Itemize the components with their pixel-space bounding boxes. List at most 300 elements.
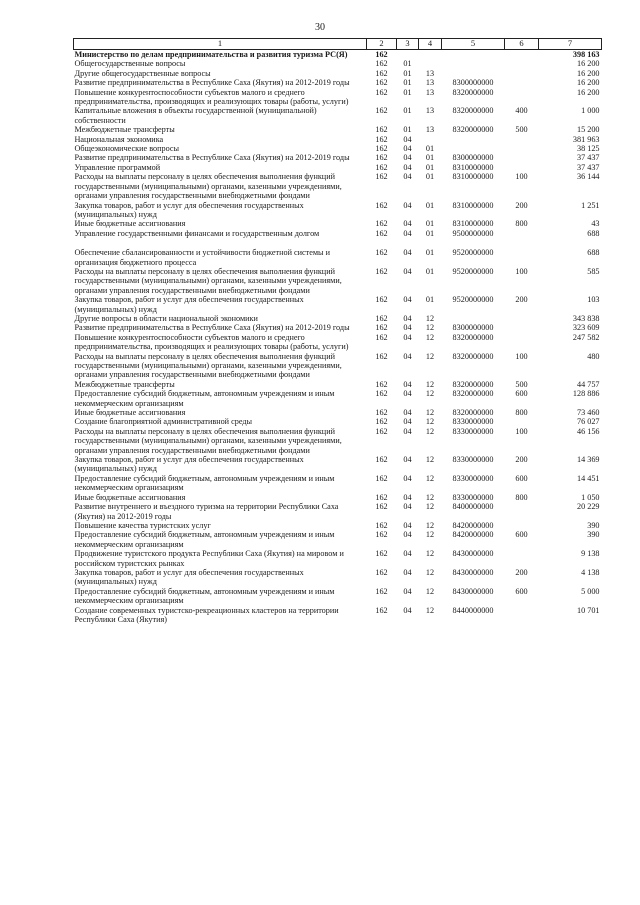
- row-subsection: 12: [425, 426, 435, 436]
- row-expense-type: [505, 153, 539, 162]
- row-expense-type: 100: [515, 351, 528, 361]
- row-section: 01: [403, 125, 412, 135]
- row-amount: 9 138: [581, 549, 600, 559]
- table-row: [74, 408, 602, 417]
- table-row: [74, 135, 602, 144]
- row-ministry-code: 162: [375, 408, 388, 418]
- row-ministry-code: 162: [375, 248, 388, 258]
- row-expense-type: [505, 59, 539, 68]
- table-row: [74, 153, 602, 162]
- row-name: Обеспечение сбалансированности и устойчивости бюджетной системы и организация бюджетного процесса: [74, 248, 330, 267]
- row-section: 04: [403, 520, 412, 530]
- row-subsection: [419, 50, 442, 60]
- row-target-article: 8320000000: [452, 106, 494, 116]
- table-row: [74, 267, 602, 295]
- table-row: [74, 59, 602, 68]
- row-name: Продвижение туристского продукта Республики Саха (Якутия) на мировом и российском туристских рынках: [74, 549, 344, 568]
- row-expense-type: [505, 333, 539, 352]
- table-row: [74, 502, 602, 521]
- row-target-article: 8420000000: [452, 520, 494, 530]
- row-section: 01: [403, 68, 412, 78]
- header-col-3: 3: [397, 39, 419, 50]
- row-name: Управление программой: [74, 162, 161, 172]
- row-name: Иные бюджетные ассигнования: [74, 219, 186, 229]
- row-subsection: 01: [425, 144, 435, 154]
- row-target-article: 8320000000: [452, 379, 494, 389]
- row-target-article: 8330000000: [452, 426, 494, 436]
- row-section: 01: [403, 87, 412, 97]
- row-target-article: [442, 314, 505, 323]
- row-amount: 16 200: [576, 78, 600, 88]
- row-amount: 16 200: [576, 87, 600, 97]
- row-section: 04: [403, 351, 412, 361]
- row-subsection: 13: [425, 87, 435, 97]
- row-amount: 16 200: [576, 59, 600, 69]
- row-section: 04: [403, 266, 412, 276]
- row-name: Повышение конкурентоспособности субъектов малого и среднего предпринимательства, производящих и реализующих товары (работы, услуги): [74, 87, 349, 107]
- row-target-article: 8310000000: [452, 162, 494, 172]
- table-row: [74, 219, 602, 228]
- table-row: [74, 352, 602, 380]
- row-subsection: 01: [425, 248, 435, 258]
- row-amount: 43: [591, 219, 600, 229]
- row-ministry-code: 162: [375, 323, 388, 333]
- table-row: [74, 323, 602, 332]
- row-ministry-code: 162: [375, 520, 388, 530]
- row-expense-type: 800: [515, 492, 528, 502]
- row-subsection: 12: [425, 455, 435, 465]
- row-subsection: 01: [425, 219, 435, 229]
- row-name: Другие вопросы в области национальной экономики: [74, 313, 258, 323]
- row-name: Предоставление субсидий бюджетным, автономным учреждениям и иным некоммерческим организациям: [74, 530, 335, 549]
- table-row: [74, 106, 602, 125]
- row-expense-type: [505, 502, 539, 521]
- row-amount: 128 886: [572, 389, 600, 399]
- row-ministry-code: 162: [375, 219, 388, 229]
- row-subsection: 01: [425, 153, 435, 163]
- row-amount: 37 437: [576, 162, 600, 172]
- row-expense-type: 500: [515, 379, 528, 389]
- row-section: 04: [403, 455, 412, 465]
- row-ministry-code: 162: [375, 455, 388, 465]
- table-row: [74, 474, 602, 493]
- row-expense-type: 200: [515, 455, 528, 465]
- row-subsection: 01: [425, 172, 435, 182]
- row-expense-type: 600: [515, 586, 528, 596]
- row-target-article: 9520000000: [452, 248, 494, 258]
- row-target-article: 8310000000: [452, 219, 494, 229]
- header-col-7: 7: [539, 39, 602, 50]
- row-expense-type: 200: [515, 295, 528, 305]
- row-name: Закупка товаров, работ и услуг для обеспечения государственных (муниципальных) нужд: [74, 455, 304, 474]
- row-name: Министерство по делам предпринимательства и развития туризма РС(Я): [74, 50, 348, 59]
- row-name: Другие общегосударственные вопросы: [74, 68, 211, 78]
- row-target-article: [442, 59, 505, 68]
- row-amount: 381 963: [572, 134, 600, 144]
- row-name: Расходы на выплаты персоналу в целях обеспечения выполнения функций государственными (муниципальными) органами, казенными учреждениями, органами управления государственными внебюджетными фондами: [74, 351, 342, 380]
- row-amount: 398 163: [572, 50, 600, 59]
- row-ministry-code: 162: [375, 502, 388, 512]
- row-name: Повышение конкурентоспособности субъектов малого и среднего предпринимательства, производящих и реализующих товары (работы, услуги): [74, 332, 349, 352]
- row-target-article: 9520000000: [452, 295, 494, 305]
- row-expense-type: 600: [515, 473, 528, 483]
- row-ministry-code: 162: [375, 426, 388, 436]
- table-row: [74, 201, 602, 220]
- row-name: Иные бюджетные ассигнования: [74, 492, 186, 502]
- row-amount: 37 437: [576, 153, 600, 163]
- row-subsection: 12: [425, 502, 435, 512]
- row-section: 04: [403, 248, 412, 258]
- table-row: [74, 549, 602, 568]
- row-target-article: [442, 69, 505, 78]
- row-target-article: 9500000000: [452, 228, 494, 238]
- table-row: [74, 78, 602, 87]
- row-expense-type: 100: [515, 426, 528, 436]
- table-row: [74, 380, 602, 389]
- table-row: [74, 163, 602, 172]
- table-row: [74, 493, 602, 502]
- table-row: [74, 172, 602, 200]
- table-row: [74, 125, 602, 134]
- row-subsection: 12: [425, 605, 435, 615]
- row-section: 04: [403, 379, 412, 389]
- row-ministry-code: 162: [375, 295, 388, 305]
- row-name: Предоставление субсидий бюджетным, автономным учреждениям и иным некоммерческим организациям: [74, 586, 335, 606]
- row-subsection: 12: [425, 530, 435, 540]
- row-ministry-code: 162: [375, 586, 388, 596]
- row-section: 04: [403, 134, 412, 144]
- row-name: Создание благоприятной административной среды: [74, 417, 253, 427]
- row-expense-type: 800: [515, 219, 528, 229]
- row-ministry-code: 162: [375, 266, 388, 276]
- row-target-article: 8420000000: [452, 530, 494, 540]
- row-subsection: 12: [425, 492, 435, 502]
- row-section: 04: [403, 313, 412, 323]
- table-row: [74, 427, 602, 455]
- row-target-article: [442, 50, 505, 60]
- row-subsection: 13: [425, 106, 435, 116]
- row-target-article: 8320000000: [452, 351, 494, 361]
- row-name: Предоставление субсидий бюджетным, автономным учреждениям и иным некоммерческим организациям: [74, 389, 335, 408]
- table-row: [74, 568, 602, 587]
- table-row: [74, 417, 602, 426]
- row-ministry-code: 162: [375, 162, 388, 172]
- row-expense-type: 400: [515, 106, 528, 116]
- row-section: 04: [403, 153, 412, 163]
- row-target-article: 8430000000: [452, 549, 494, 559]
- row-section: 04: [403, 219, 412, 229]
- row-section: 04: [403, 549, 412, 559]
- row-section: 01: [403, 106, 412, 116]
- row-name: Развитие предпринимательства в Республике Саха (Якутия) на 2012-2019 годы: [74, 153, 350, 163]
- row-section: 04: [403, 492, 412, 502]
- row-amount: 1 000: [581, 106, 600, 116]
- row-ministry-code: 162: [375, 134, 388, 144]
- table-row: [74, 389, 602, 408]
- row-subsection: 12: [425, 351, 435, 361]
- row-name: Закупка товаров, работ и услуг для обеспечения государственных (муниципальных) нужд: [74, 295, 304, 314]
- row-expense-type: [505, 78, 539, 87]
- row-section: 04: [403, 332, 412, 342]
- row-ministry-code: 162: [375, 530, 388, 540]
- table-body: [74, 50, 602, 625]
- row-amount: 585: [587, 266, 600, 276]
- row-expense-type: 200: [515, 200, 528, 210]
- row-expense-type: 100: [515, 266, 528, 276]
- row-amount: 76 027: [576, 417, 600, 427]
- row-name: Общегосударственные вопросы: [74, 59, 186, 69]
- row-amount: 1 050: [581, 492, 600, 502]
- row-expense-type: [505, 248, 539, 267]
- row-name: Межбюджетные трансферты: [74, 125, 175, 135]
- header-col-6: 6: [505, 39, 539, 50]
- table-row: [74, 50, 602, 60]
- row-target-article: 8300000000: [452, 153, 494, 163]
- header-col-2: 2: [367, 39, 397, 50]
- row-target-article: 9520000000: [452, 266, 494, 276]
- row-subsection: 01: [425, 228, 435, 238]
- row-section: 04: [403, 172, 412, 182]
- row-amount: 38 125: [576, 144, 600, 154]
- row-amount: 36 144: [576, 172, 600, 182]
- row-expense-type: 800: [515, 408, 528, 418]
- row-ministry-code: 162: [375, 351, 388, 361]
- row-expense-type: [505, 229, 539, 248]
- row-expense-type: [505, 549, 539, 568]
- row-target-article: 8430000000: [452, 567, 494, 577]
- row-subsection: 01: [425, 295, 435, 305]
- row-target-article: [442, 144, 505, 153]
- row-expense-type: 200: [515, 567, 528, 577]
- row-expense-type: 500: [515, 125, 528, 135]
- table-row: [74, 88, 602, 107]
- table-row: [74, 314, 602, 323]
- row-subsection: 12: [425, 520, 435, 530]
- row-amount: 73 460: [576, 408, 600, 418]
- header-col-5: 5: [442, 39, 505, 50]
- row-ministry-code: 162: [375, 59, 388, 69]
- row-amount: 688: [587, 228, 600, 238]
- row-amount: 480: [587, 351, 600, 361]
- row-subsection: 12: [425, 379, 435, 389]
- row-target-article: 8320000000: [452, 408, 494, 418]
- row-amount: 44 757: [576, 379, 600, 389]
- row-ministry-code: 162: [375, 492, 388, 502]
- table-row: [74, 606, 602, 625]
- row-subsection: 12: [425, 313, 435, 323]
- row-expense-type: 600: [515, 389, 528, 399]
- row-ministry-code: 162: [375, 313, 388, 323]
- row-ministry-code: 162: [375, 144, 388, 154]
- row-expense-type: [505, 88, 539, 107]
- row-subsection: 13: [425, 68, 435, 78]
- row-name: Расходы на выплаты персоналу в целях обеспечения выполнения функций государственными (муниципальными) органами, казенными учреждениями, органами управления государственными внебюджетными фондами: [74, 426, 342, 455]
- row-target-article: [442, 135, 505, 144]
- row-target-article: 8430000000: [452, 586, 494, 596]
- row-amount: 1 251: [581, 200, 600, 210]
- row-subsection: 12: [425, 567, 435, 577]
- row-expense-type: [505, 69, 539, 78]
- row-name: Расходы на выплаты персоналу в целях обеспечения выполнения функций государственными (муниципальными) органами, казенными учреждениями, органами управления государственными внебюджетными фондами: [74, 172, 342, 201]
- row-section: 04: [403, 586, 412, 596]
- row-ministry-code: 162: [375, 200, 388, 210]
- row-name: Развитие предпринимательства в Республике Саха (Якутия) на 2012-2019 годы: [74, 323, 350, 333]
- row-expense-type: [505, 135, 539, 144]
- row-name: Создание современных туристско-рекреационных кластеров на территории Республики Саха (Якутия): [74, 605, 339, 624]
- row-amount: 46 156: [576, 426, 600, 436]
- row-ministry-code: 162: [375, 389, 388, 399]
- row-name: Закупка товаров, работ и услуг для обеспечения государственных (муниципальных) нужд: [74, 200, 304, 219]
- row-section: 04: [403, 162, 412, 172]
- row-subsection: 01: [425, 266, 435, 276]
- row-name: Предоставление субсидий бюджетным, автономным учреждениям и иным некоммерческим организациям: [74, 473, 335, 493]
- row-name: Расходы на выплаты персоналу в целях обеспечения выполнения функций государственными (муниципальными) органами, казенными учреждениями, органами управления государственными внебюджетными фондами: [74, 266, 342, 295]
- row-ministry-code: 162: [375, 153, 388, 163]
- budget-table: [73, 38, 602, 624]
- row-name: Развитие предпринимательства в Республике Саха (Якутия) на 2012-2019 годы: [74, 78, 350, 88]
- row-ministry-code: 162: [375, 125, 388, 135]
- row-target-article: 8330000000: [452, 473, 494, 483]
- row-amount: 323 609: [572, 323, 600, 333]
- row-name: Иные бюджетные ассигнования: [74, 408, 186, 418]
- row-ministry-code: 162: [375, 473, 388, 483]
- row-amount: 15 200: [576, 125, 600, 135]
- row-target-article: 8320000000: [452, 87, 494, 97]
- row-amount: 16 200: [576, 68, 600, 78]
- page-number: 30: [315, 22, 325, 33]
- row-ministry-code: 162: [375, 379, 388, 389]
- row-amount: 688: [587, 248, 600, 258]
- row-section: 04: [403, 567, 412, 577]
- row-subsection: 12: [425, 389, 435, 399]
- row-amount: 343 838: [572, 313, 600, 323]
- row-subsection: 01: [425, 200, 435, 210]
- row-target-article: 8400000000: [452, 502, 494, 512]
- row-ministry-code: 162: [375, 50, 388, 59]
- row-ministry-code: 162: [375, 605, 388, 615]
- header-col-1: 1: [74, 39, 367, 50]
- row-amount: 5 000: [581, 586, 600, 596]
- table-row: [74, 587, 602, 606]
- row-target-article: 8310000000: [452, 200, 494, 210]
- row-target-article: 8300000000: [452, 323, 494, 333]
- row-section: 04: [403, 408, 412, 418]
- table-row: [74, 248, 602, 267]
- row-expense-type: 600: [515, 530, 528, 540]
- row-amount: 10 701: [576, 605, 600, 615]
- row-target-article: 8320000000: [452, 332, 494, 342]
- row-expense-type: [505, 314, 539, 323]
- table-row: [74, 229, 602, 248]
- row-section: 04: [403, 389, 412, 399]
- table-row: [74, 333, 602, 352]
- row-ministry-code: 162: [375, 87, 388, 97]
- row-ministry-code: 162: [375, 332, 388, 342]
- row-ministry-code: 162: [375, 68, 388, 78]
- row-section: 04: [403, 502, 412, 512]
- row-subsection: 12: [425, 408, 435, 418]
- row-section: 04: [403, 228, 412, 238]
- row-amount: 14 369: [576, 455, 600, 465]
- row-section: 04: [403, 530, 412, 540]
- row-section: 04: [403, 426, 412, 436]
- row-expense-type: [505, 521, 539, 530]
- row-target-article: 8310000000: [452, 172, 494, 182]
- row-amount: 247 582: [572, 332, 600, 342]
- row-ministry-code: 162: [375, 78, 388, 88]
- row-expense-type: [505, 323, 539, 332]
- row-subsection: 12: [425, 417, 435, 427]
- row-ministry-code: 162: [375, 567, 388, 577]
- row-ministry-code: 162: [375, 417, 388, 427]
- row-name: Повышение качества туристских услуг: [74, 520, 211, 530]
- table-row: [74, 144, 602, 153]
- row-amount: 4 138: [581, 567, 600, 577]
- row-amount: 103: [587, 295, 600, 305]
- header-col-4: 4: [419, 39, 442, 50]
- row-amount: 390: [587, 530, 600, 540]
- row-subsection: 13: [425, 125, 435, 135]
- row-target-article: 8320000000: [452, 125, 494, 135]
- row-name: Развитие внутреннего и въездного туризма на территории Республики Саха (Якутия) на 2012-2019 годы: [74, 502, 339, 521]
- row-target-article: 8330000000: [452, 417, 494, 427]
- row-section: 04: [403, 417, 412, 427]
- table-row: [74, 69, 602, 78]
- row-section: 04: [403, 605, 412, 615]
- row-expense-type: [505, 50, 539, 60]
- row-ministry-code: 162: [375, 106, 388, 116]
- row-target-article: 8440000000: [452, 605, 494, 615]
- row-section: 01: [403, 78, 412, 88]
- row-target-article: 8320000000: [452, 389, 494, 399]
- row-subsection: 12: [425, 332, 435, 342]
- row-name: Межбюджетные трансферты: [74, 379, 175, 389]
- row-expense-type: [505, 163, 539, 172]
- table-row: [74, 530, 602, 549]
- table-row: [74, 295, 602, 314]
- row-amount: 14 451: [576, 473, 600, 483]
- row-name: Общеэкономические вопросы: [74, 144, 180, 154]
- row-expense-type: [505, 144, 539, 153]
- row-ministry-code: 162: [375, 172, 388, 182]
- row-target-article: 8300000000: [452, 78, 494, 88]
- row-section: 04: [403, 295, 412, 305]
- row-expense-type: [505, 606, 539, 625]
- row-ministry-code: 162: [375, 549, 388, 559]
- row-target-article: 8330000000: [452, 455, 494, 465]
- row-expense-type: 100: [515, 172, 528, 182]
- row-expense-type: [505, 417, 539, 426]
- row-section: 04: [403, 473, 412, 483]
- row-ministry-code: 162: [375, 228, 388, 238]
- row-subsection: [419, 59, 442, 68]
- row-section: 04: [403, 323, 412, 333]
- row-target-article: 8330000000: [452, 492, 494, 502]
- table-header-row: [74, 39, 602, 50]
- row-name: Закупка товаров, работ и услуг для обеспечения государственных (муниципальных) нужд: [74, 567, 304, 587]
- row-amount: 390: [587, 520, 600, 530]
- row-section: 04: [403, 200, 412, 210]
- row-name: Управление государственными финансами и государственным долгом: [74, 228, 320, 238]
- table-row: [74, 521, 602, 530]
- row-subsection: [419, 135, 442, 144]
- row-subsection: 13: [425, 78, 435, 88]
- row-name: Капитальные вложения в объекты государственной (муниципальной) собственности: [74, 106, 317, 125]
- row-subsection: 01: [425, 162, 435, 172]
- row-subsection: 12: [425, 473, 435, 483]
- row-amount: 20 229: [576, 502, 600, 512]
- row-subsection: 12: [425, 549, 435, 559]
